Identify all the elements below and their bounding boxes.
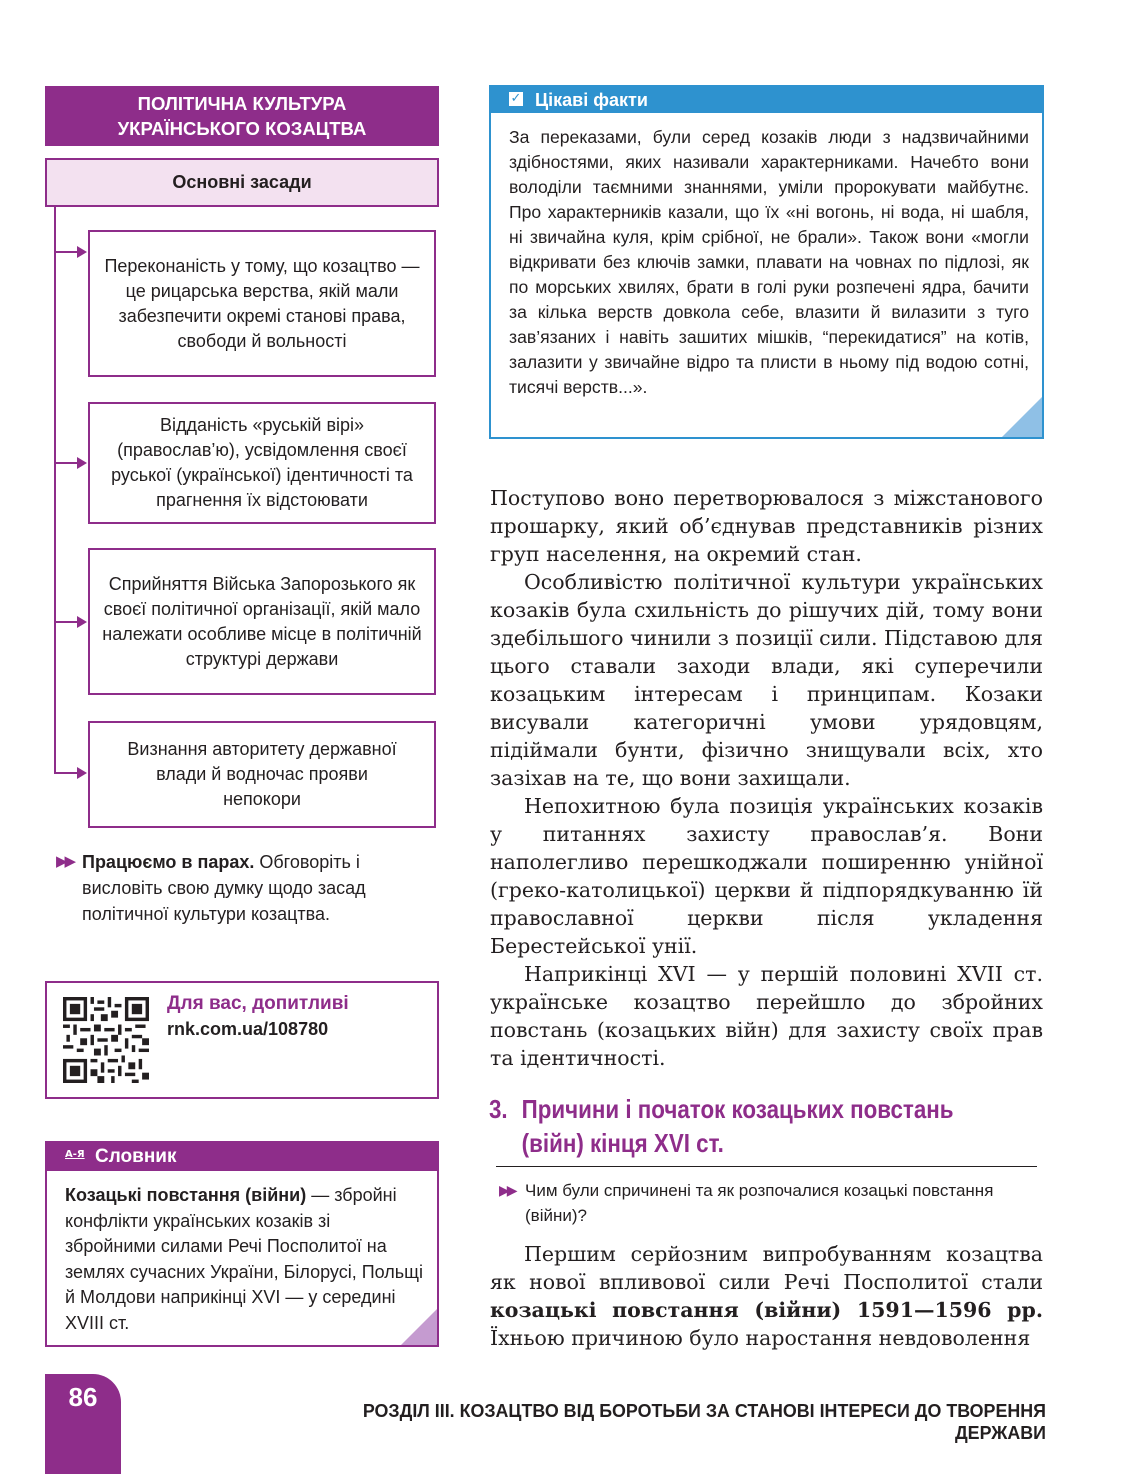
section-question: [499, 1178, 1029, 1228]
qr-title: Для вас, допитливі: [167, 993, 349, 1014]
diagram-title: [45, 86, 439, 146]
double-arrow-icon: ▶▶: [499, 1182, 515, 1198]
body-paragraph-1: Поступово воно перетворювалося з міжстанового прошарку, який об’єднував представників різних груп населення, на окремий стан.: [490, 486, 1043, 566]
page-number: 86: [68, 1382, 98, 1412]
dictionary-badge-icon: А-Я: [65, 1149, 85, 1160]
body-paragraph-3: Непохитною була позиція українських козаків у питаннях захисту православ’я. Вони наполегливо перешкоджали поширенню унійної (греко-католицької) церкви й підпорядкуванню їй православної церкви після укладення Берестейської унії.: [490, 794, 1043, 958]
chapter-title: РОЗДІЛ III. КОЗАЦТВО ВІД БОРОТЬБИ ЗА СТАНОВІ ІНТЕРЕСИ ДО ТВОРЕННЯ ДЕРЖАВИ: [362, 1400, 1046, 1443]
section-question-text: Чим були спричинені та як розпочалися козацькі повстання (війни)?: [525, 1181, 994, 1225]
glossary-entry: [65, 1183, 425, 1336]
section-title-line2: (війн) кінця XVI ст.: [521, 1128, 724, 1158]
principle-box: [88, 548, 436, 695]
diagram-header: Основні засади: [45, 158, 439, 207]
principle-box: [88, 721, 436, 828]
facts-box: [489, 85, 1044, 439]
principle-box: [88, 230, 436, 377]
page-number-tab: [45, 1374, 121, 1474]
section-paragraph-start: Першим серйозним випробуванням козацтва як нової впливової сили Речі Посполитої стали: [490, 1242, 1043, 1294]
facts-text: За переказами, були серед козаків люди з надзвичайними здібностями, яких називали характерниками. Начебто вони володіли таємними знаннями, уміли пророкувати майбутнє. Про характерників казали, що їх «ні вогонь, ні вода, ні шабля, ні звичайна куля, крім срібної, не брали». Також вони «могли відкривати без ключів замки, плавати на човнах по підлозі, як по морських хвилях, брати в голі руки розпечені ядра, бачити за кілька верств довкола себе, влазити й вилазити з туго зав’язаних і навіть зашитих мішків, “перекидатися” на котів, залазити у звичайне відро та плисти в ньому під водою сотні, тисячі верств...».: [509, 127, 1029, 397]
diagram-arrow: [54, 251, 78, 253]
section-paragraph-bold: козацькі повстання (війни) 1591—1596 рр.: [490, 1298, 1043, 1322]
section-title: [489, 1092, 971, 1160]
glossary-term: Козацькі повстання (війни): [65, 1185, 307, 1205]
body-paragraph-4: Наприкінці XVI — у першій половині XVII ст. українське козацтво перейшло до збройних повстань (козацьких війн) для захисту своїх прав та ідентичності.: [490, 962, 1043, 1070]
glossary-title: Словник: [95, 1146, 177, 1167]
diagram-title-line1: ПОЛІТИЧНА КУЛЬТУРА: [137, 93, 347, 114]
facts-header: [491, 87, 1042, 113]
principle-box: [88, 402, 436, 524]
glossary-definition: — збройні конфлікти українських козаків зі збройними силами Речі Посполитої на землях сучасних України, Білорусі, Польщі й Молдови наприкінці XVI — у середині XVIII ст.: [65, 1185, 423, 1333]
qr-box: [45, 981, 439, 1099]
qr-url-link[interactable]: rnk.com.ua/108780: [167, 1019, 329, 1039]
pairs-task-text: Обговоріть і висловіть свою думку щодо засад політичної культури козацтва.: [82, 852, 366, 924]
divider: [496, 1166, 1037, 1167]
body-paragraph: [490, 1240, 1043, 1352]
glossary-header: [47, 1143, 437, 1171]
pairs-task-label: Працюємо в парах.: [82, 852, 255, 872]
double-arrow-icon: ▶▶: [56, 853, 74, 870]
qr-code-icon[interactable]: [63, 997, 149, 1083]
section-paragraph-end: Їхньою причиною було наростання невдоволення: [490, 1326, 1031, 1350]
principle-text: Переконаність у тому, що козацтво — це рицарська верства, якій мали забезпечити окремі станові права, свободи й вольності: [104, 255, 420, 351]
diagram-arrow: [54, 621, 78, 623]
principle-text: Відданість «руській вірі» (православ’ю), усвідомлення своєї руської (української) ідентичності та прагнення їх відстоювати: [111, 415, 413, 510]
facts-title: Цікаві факти: [535, 90, 648, 110]
diagram-trunk-line: [54, 205, 56, 774]
page-corner-decoration: [1002, 397, 1042, 437]
body-paragraph-2: Особливістю політичної культури українських козаків була схильність до рішучих дій, тому вони здебільшого чинили з позиції сили. Підставою для цього ставали заходи влади, які суперечили козацьким інтересам і принципам. Козаки висували категоричні умови урядовцям, підіймали бунти, фізично знищували всіх, хто зазіхав на те, що вони захищали.: [490, 570, 1043, 790]
check-box-icon: ✓: [510, 91, 522, 106]
diagram-arrow: [54, 772, 78, 774]
diagram-title-line2: УКРАЇНСЬКОГО КОЗАЦТВА: [117, 118, 367, 139]
section-title-line1: Причини і початок козацьких повстань: [521, 1094, 954, 1124]
pairs-task: [56, 849, 430, 927]
body-paragraph: [490, 484, 1043, 1072]
glossary-box: [45, 1141, 439, 1347]
diagram-arrow: [54, 462, 78, 464]
principle-text: Визнання авторитету державної влади й водночас прояви непокори: [127, 739, 397, 809]
page-corner-decoration: [401, 1309, 437, 1345]
principle-text: Сприйняття Війська Запорозького як своєї політичної організації, якій мало належати особливе місце в політичній структурі держави: [102, 573, 422, 669]
section-number: 3.: [489, 1094, 508, 1124]
